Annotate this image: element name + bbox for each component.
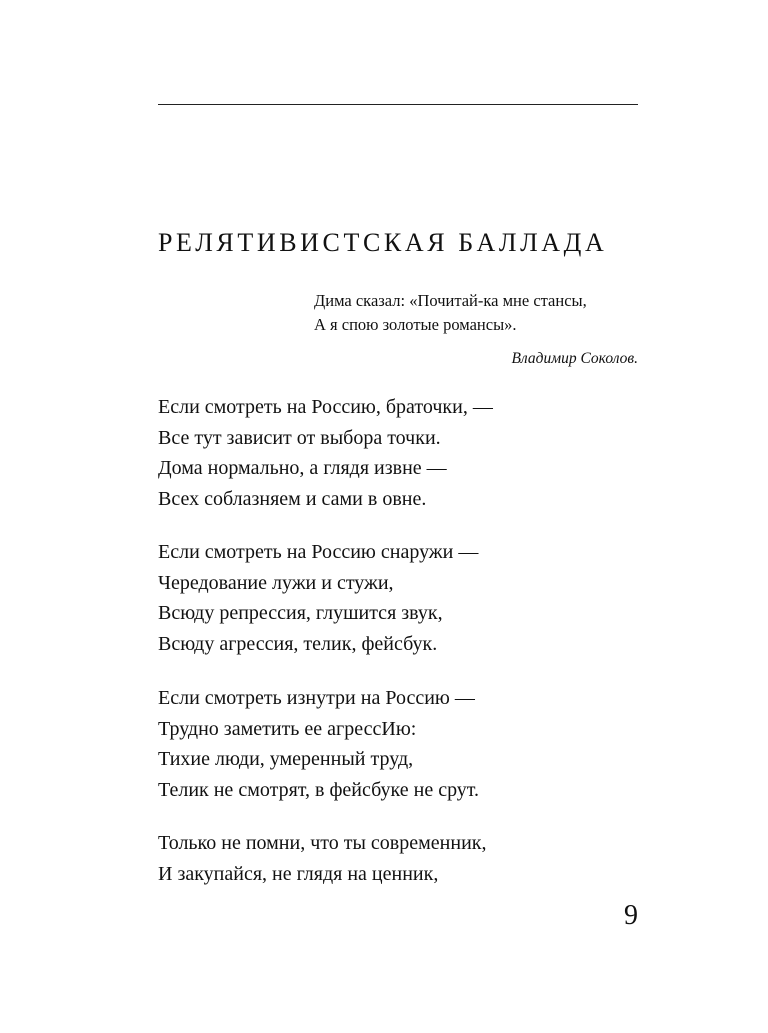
verse-line: Если смотреть на Россию, браточки, — — [158, 396, 493, 418]
verse-line: Дома нормально, а глядя извне — — [158, 457, 447, 480]
stanza-3 — [158, 683, 479, 806]
verse-line: Если смотреть изнутри на Россию — — [158, 687, 475, 709]
epigraph-attribution: Владимир Соколов. — [511, 350, 638, 367]
verse-line: Всюду агрессия, телик, фейсбук. — [158, 633, 438, 656]
verse-line: Если смотреть на Россию снаружи — — [158, 541, 479, 563]
verse-line: Всюду репрессия, глушится звук, — [158, 602, 443, 625]
stanza-4 — [158, 828, 487, 889]
verse-line: Трудно заметить ее агрессИю: — [158, 717, 417, 740]
verse-line: Всех соблазняем и сами в овне. — [158, 488, 427, 511]
epigraph-line: А я спою золотые романсы». — [314, 315, 517, 334]
stanza-1 — [158, 392, 493, 515]
epigraph — [314, 289, 587, 337]
verse-line: Телик не смотрят, в фейсбуке не срут. — [158, 779, 480, 802]
verse-line: Только не помни, что ты современник, — [158, 832, 487, 854]
header-rule — [158, 104, 638, 105]
stanza-2 — [158, 537, 478, 660]
verse-line: Все тут зависит от выбора точки. — [158, 426, 441, 449]
epigraph-line: Дима сказал: «Почитай-ка мне стансы, — [314, 291, 587, 310]
page-number: 9 — [624, 900, 638, 931]
verse-line: Чередование лужи и стужи, — [158, 571, 394, 594]
verse-line: И закупайся, не глядя на ценник, — [158, 862, 439, 885]
poem-title: РЕЛЯТИВИСТСКАЯ БАЛЛАДА — [158, 228, 608, 257]
verse-line: Тихие люди, умеренный труд, — [158, 748, 414, 771]
